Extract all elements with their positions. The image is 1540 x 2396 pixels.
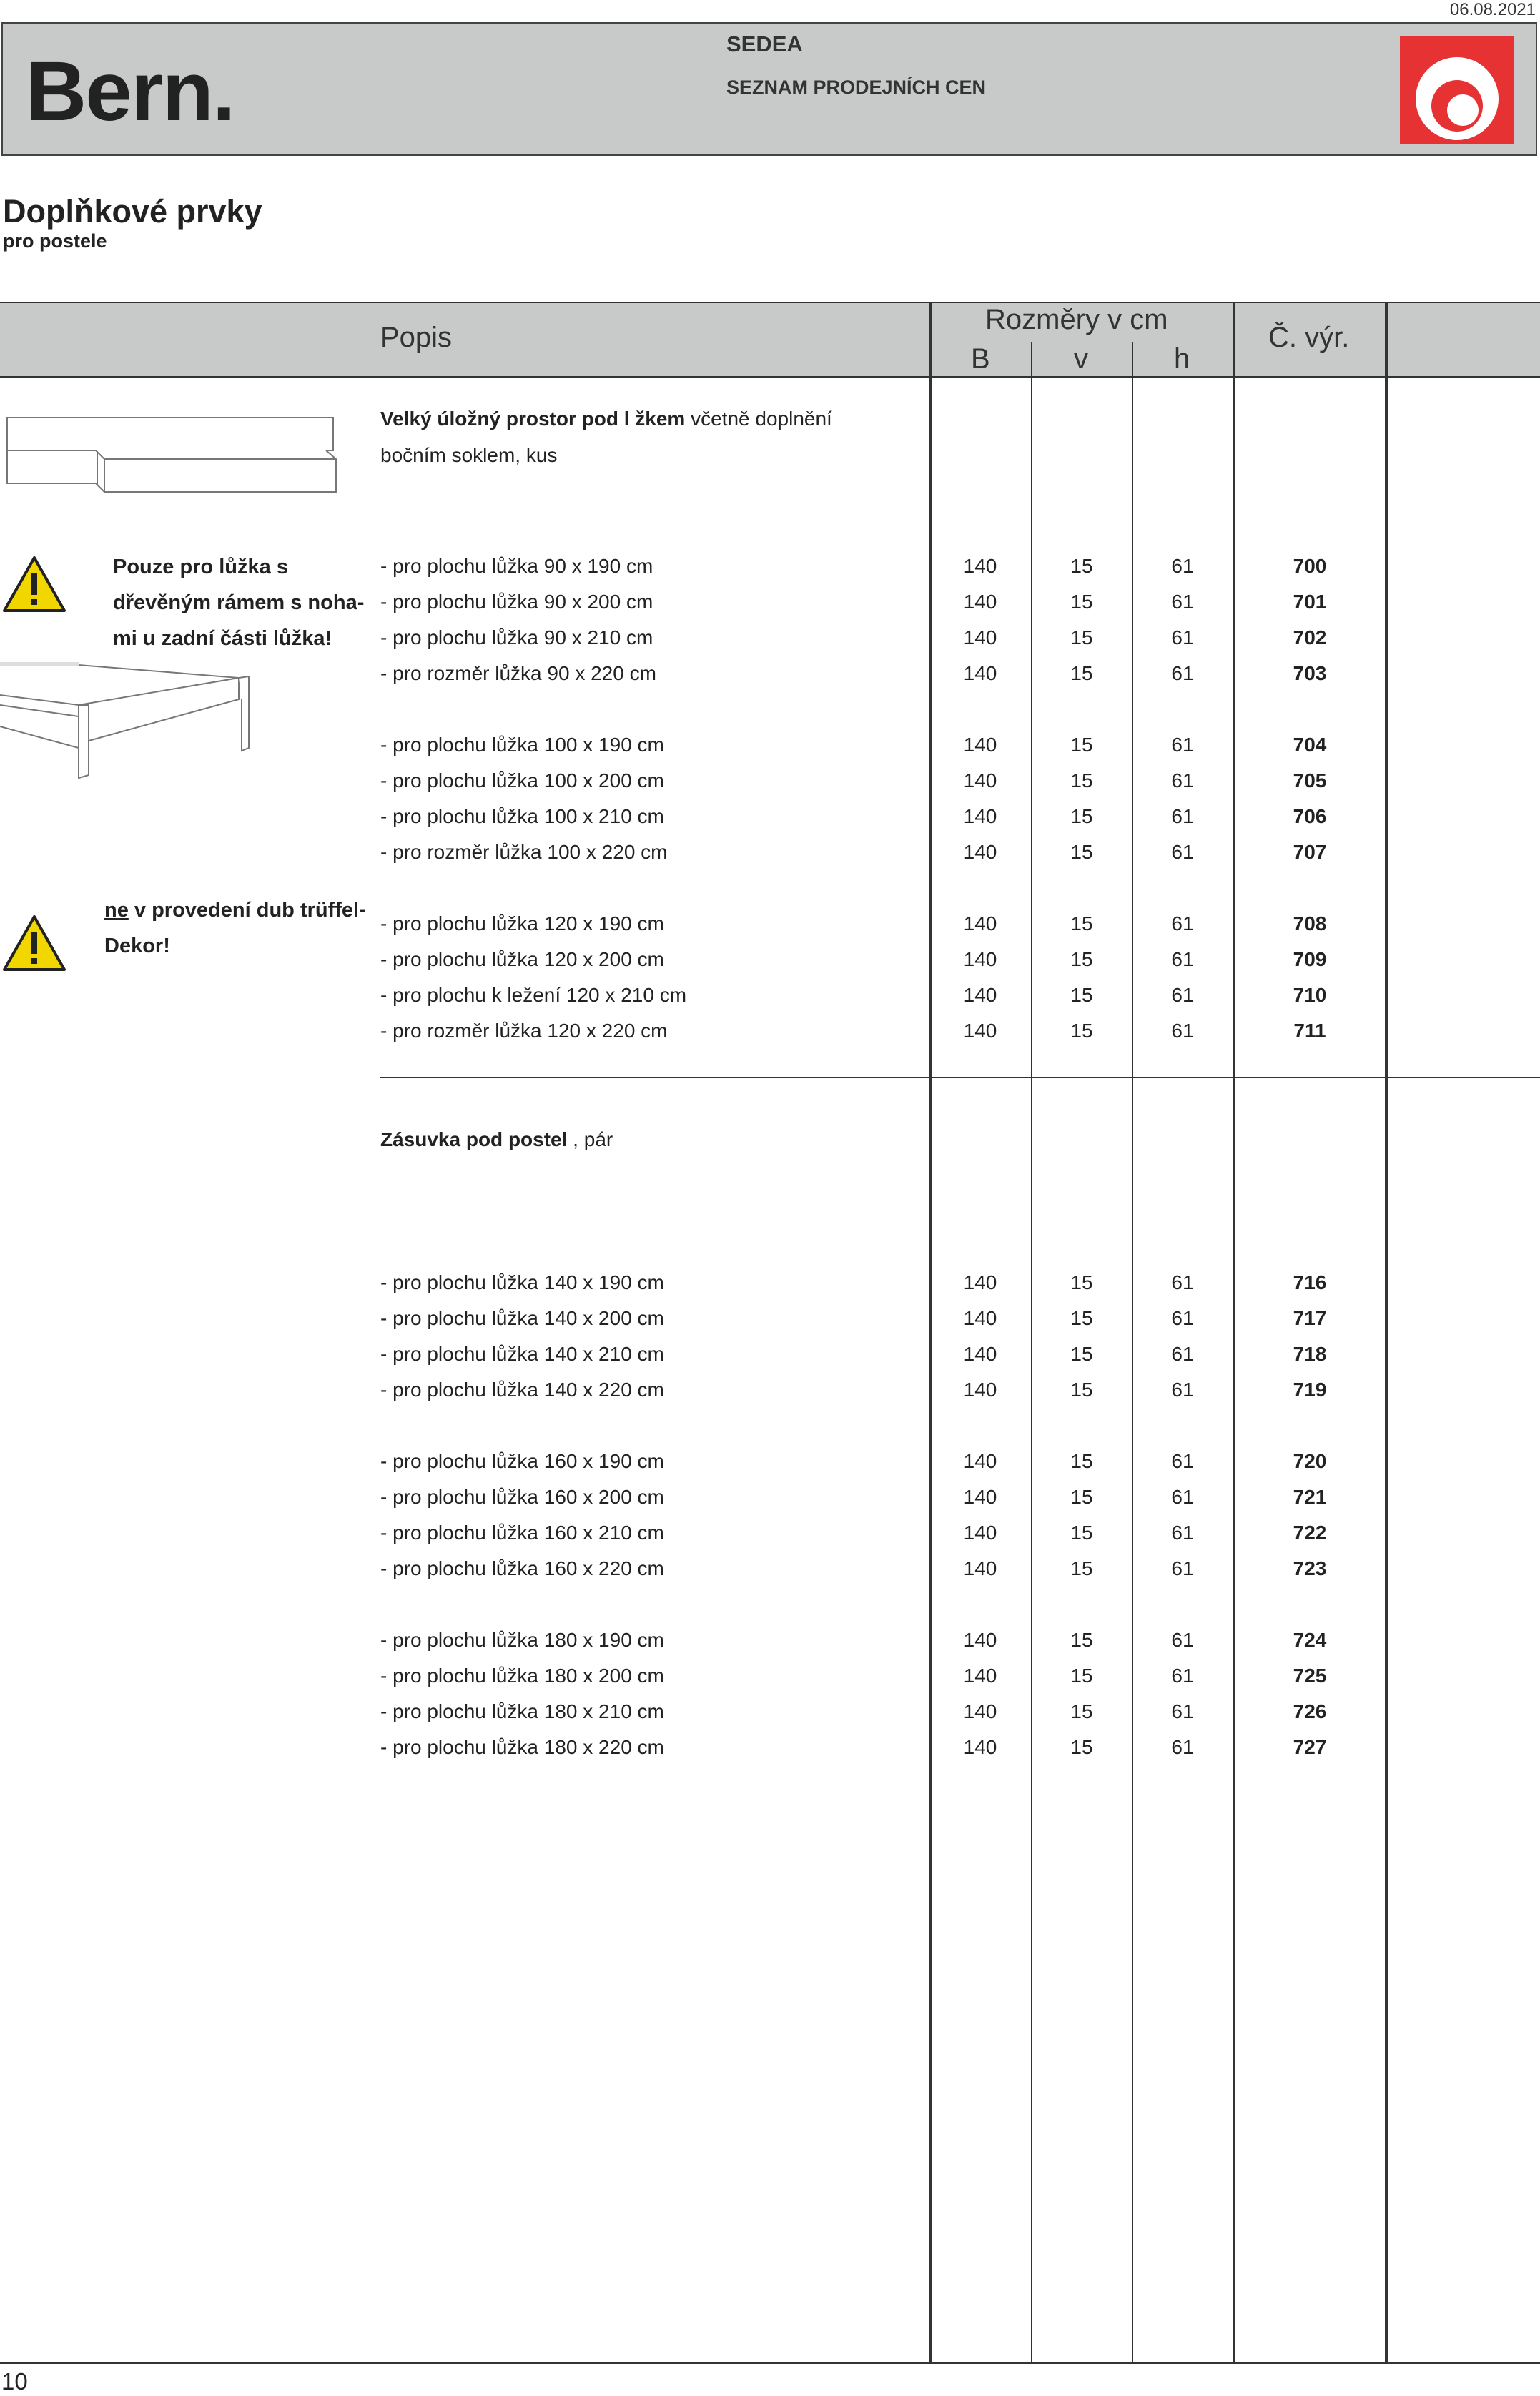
row-article-number: 719 (1293, 1379, 1327, 1401)
row-width: 140 (963, 1343, 997, 1365)
row-width: 140 (963, 769, 997, 792)
row-article-number: 723 (1293, 1557, 1327, 1579)
row-width: 140 (963, 1020, 997, 1042)
row-height: 15 (1070, 626, 1093, 649)
row-article-number: 708 (1293, 912, 1327, 935)
row-article-number: 711 (1293, 1020, 1326, 1042)
row-description: - pro plochu lůžka 180 x 210 cm (380, 1700, 664, 1722)
row-description: - pro plochu lůžka 160 x 210 cm (380, 1522, 664, 1544)
row-article-number: 724 (1293, 1629, 1327, 1651)
row-depth: 61 (1171, 1271, 1194, 1293)
row-description: - pro plochu lůžka 120 x 190 cm (380, 912, 664, 935)
row-description: - pro plochu lůžka 160 x 190 cm (380, 1450, 664, 1472)
page-number: 10 (1, 2368, 28, 2395)
row-description: - pro plochu lůžka 140 x 210 cm (380, 1343, 664, 1365)
row-depth: 61 (1171, 769, 1194, 792)
row-depth: 61 (1171, 1450, 1194, 1472)
section-storage-title-bold: Velký úložný prostor pod l žkem (380, 408, 686, 430)
row-description: - pro plochu lůžka 100 x 190 cm (380, 734, 664, 756)
note-line: Dekor! (104, 935, 170, 957)
row-description: - pro plochu lůžka 100 x 210 cm (380, 805, 664, 827)
row-article-number: 727 (1293, 1736, 1327, 1758)
note-line (104, 892, 366, 928)
row-description: - pro plochu lůžka 160 x 200 cm (380, 1486, 664, 1508)
bottom-rule (0, 2362, 1540, 2364)
company-logo-icon (1400, 36, 1514, 144)
row-height: 15 (1070, 1020, 1093, 1042)
section-drawer-title-rest: , pár (567, 1128, 613, 1150)
row-description: - pro rozměr lůžka 100 x 220 cm (380, 841, 668, 863)
warning-icon (1, 555, 67, 613)
row-description: - pro plochu lůžka 180 x 190 cm (380, 1629, 664, 1651)
row-height: 15 (1070, 734, 1093, 756)
column-divider (1385, 302, 1388, 2362)
section-storage-title (380, 408, 832, 430)
row-description: - pro plochu lůžka 120 x 200 cm (380, 948, 664, 970)
brand-title: Bern. (26, 44, 235, 139)
row-width: 140 (963, 1736, 997, 1758)
row-description: - pro plochu lůžka 140 x 220 cm (380, 1379, 664, 1401)
price-list-subtitle: SEZNAM PRODEJNÍCH CEN (726, 77, 987, 98)
row-height: 15 (1070, 769, 1093, 792)
print-date: 06.08.2021 (1449, 0, 1536, 19)
row-depth: 61 (1171, 1379, 1194, 1401)
row-description: - pro plochu lůžka 90 x 210 cm (380, 626, 653, 649)
column-header-description: Popis (380, 322, 453, 353)
column-divider (1233, 302, 1235, 2362)
column-header-width: B (971, 343, 990, 375)
row-height: 15 (1070, 555, 1093, 577)
row-depth: 61 (1171, 805, 1194, 827)
row-width: 140 (963, 1629, 997, 1651)
row-height: 15 (1070, 841, 1093, 863)
row-article-number: 706 (1293, 805, 1327, 827)
row-description: - pro plochu lůžka 160 x 220 cm (380, 1557, 664, 1579)
row-article-number: 721 (1293, 1486, 1327, 1508)
row-height: 15 (1070, 1271, 1093, 1293)
row-width: 140 (963, 1665, 997, 1687)
warning-icon (1, 914, 67, 972)
row-width: 140 (963, 912, 997, 935)
note-underlined-word: ne (104, 899, 129, 922)
column-header-article-number: Č. výr. (1268, 322, 1350, 353)
row-height: 15 (1070, 1307, 1093, 1329)
column-divider (929, 302, 932, 2362)
column-divider (1031, 342, 1032, 2362)
row-description: - pro rozměr lůžka 90 x 220 cm (380, 662, 656, 684)
row-height: 15 (1070, 662, 1093, 684)
row-height: 15 (1070, 591, 1093, 613)
row-article-number: 710 (1293, 984, 1327, 1006)
section-drawer-title (380, 1128, 613, 1151)
row-height: 15 (1070, 984, 1093, 1006)
row-article-number: 718 (1293, 1343, 1327, 1365)
company-name: SEDEA (726, 31, 803, 56)
row-height: 15 (1070, 1736, 1093, 1758)
row-depth: 61 (1171, 1736, 1194, 1758)
row-width: 140 (963, 662, 997, 684)
row-article-number: 704 (1293, 734, 1327, 756)
note-line: dřevěným rámem s noha- (113, 591, 365, 614)
row-width: 140 (963, 948, 997, 970)
row-depth: 61 (1171, 1557, 1194, 1579)
row-article-number: 726 (1293, 1700, 1327, 1722)
row-width: 140 (963, 1522, 997, 1544)
row-width: 140 (963, 1307, 997, 1329)
row-depth: 61 (1171, 591, 1194, 613)
row-description: - pro plochu lůžka 140 x 200 cm (380, 1307, 664, 1329)
row-width: 140 (963, 555, 997, 577)
note-line: mi u zadní části lůžka! (113, 627, 332, 650)
row-depth: 61 (1171, 1665, 1194, 1687)
row-height: 15 (1070, 1557, 1093, 1579)
row-description: - pro rozměr lůžka 120 x 220 cm (380, 1020, 668, 1042)
row-height: 15 (1070, 805, 1093, 827)
section-storage-title-rest: včetně doplnění (685, 408, 832, 430)
row-depth: 61 (1171, 626, 1194, 649)
row-article-number: 716 (1293, 1271, 1327, 1293)
column-header-height: v (1074, 343, 1088, 375)
bed-frame-illustration (0, 662, 250, 794)
row-depth: 61 (1171, 1522, 1194, 1544)
note-wooden-frame (113, 549, 364, 656)
row-width: 140 (963, 1271, 997, 1293)
row-article-number: 705 (1293, 769, 1327, 792)
note-line-rest: v provedení dub trüffel- (128, 899, 366, 922)
row-height: 15 (1070, 948, 1093, 970)
note-truffle-decor (104, 892, 366, 964)
row-depth: 61 (1171, 912, 1194, 935)
row-depth: 61 (1171, 1486, 1194, 1508)
page-title: Doplňkové prvky (3, 193, 262, 230)
column-divider (1132, 342, 1133, 2362)
row-article-number: 707 (1293, 841, 1327, 863)
row-article-number: 725 (1293, 1665, 1327, 1687)
row-depth: 61 (1171, 841, 1194, 863)
row-article-number: 720 (1293, 1450, 1327, 1472)
row-article-number: 703 (1293, 662, 1327, 684)
row-description: - pro plochu lůžka 100 x 200 cm (380, 769, 664, 792)
row-depth: 61 (1171, 1629, 1194, 1651)
row-depth: 61 (1171, 984, 1194, 1006)
row-description: - pro plochu lůžka 180 x 200 cm (380, 1665, 664, 1687)
row-width: 140 (963, 1700, 997, 1722)
row-description: - pro plochu lůžka 180 x 220 cm (380, 1736, 664, 1758)
row-width: 140 (963, 734, 997, 756)
row-width: 140 (963, 591, 997, 613)
column-header-dimensions: Rozměry v cm (985, 304, 1168, 335)
row-article-number: 701 (1293, 591, 1327, 613)
row-depth: 61 (1171, 734, 1194, 756)
row-description: - pro plochu lůžka 140 x 190 cm (380, 1271, 664, 1293)
row-description: - pro plochu lůžka 90 x 190 cm (380, 555, 653, 577)
section-storage-title-line2: bočním soklem, kus (380, 444, 558, 466)
row-width: 140 (963, 1379, 997, 1401)
row-width: 140 (963, 1450, 997, 1472)
row-height: 15 (1070, 1450, 1093, 1472)
row-width: 140 (963, 805, 997, 827)
row-height: 15 (1070, 1343, 1093, 1365)
row-description: - pro plochu k ležení 120 x 210 cm (380, 984, 687, 1006)
row-height: 15 (1070, 912, 1093, 935)
row-depth: 61 (1171, 1020, 1194, 1042)
row-article-number: 717 (1293, 1307, 1327, 1329)
row-height: 15 (1070, 1379, 1093, 1401)
section-divider (380, 1077, 1540, 1078)
page-subtitle: pro postele (3, 230, 107, 252)
row-depth: 61 (1171, 1700, 1194, 1722)
row-depth: 61 (1171, 948, 1194, 970)
row-width: 140 (963, 984, 997, 1006)
row-article-number: 702 (1293, 626, 1327, 649)
row-height: 15 (1070, 1665, 1093, 1687)
row-depth: 61 (1171, 555, 1194, 577)
row-width: 140 (963, 626, 997, 649)
row-height: 15 (1070, 1522, 1093, 1544)
row-height: 15 (1070, 1700, 1093, 1722)
column-header-depth: h (1174, 343, 1190, 375)
row-height: 15 (1070, 1486, 1093, 1508)
storage-drawer-illustration (3, 415, 339, 495)
note-line: Pouze pro lůžka s (113, 556, 288, 578)
row-depth: 61 (1171, 1307, 1194, 1329)
row-article-number: 709 (1293, 948, 1327, 970)
row-depth: 61 (1171, 1343, 1194, 1365)
row-description: - pro plochu lůžka 90 x 200 cm (380, 591, 653, 613)
row-article-number: 700 (1293, 555, 1327, 577)
section-drawer-title-bold: Zásuvka pod postel (380, 1128, 568, 1150)
row-height: 15 (1070, 1629, 1093, 1651)
row-width: 140 (963, 1486, 997, 1508)
row-width: 140 (963, 841, 997, 863)
row-article-number: 722 (1293, 1522, 1327, 1544)
row-depth: 61 (1171, 662, 1194, 684)
row-width: 140 (963, 1557, 997, 1579)
